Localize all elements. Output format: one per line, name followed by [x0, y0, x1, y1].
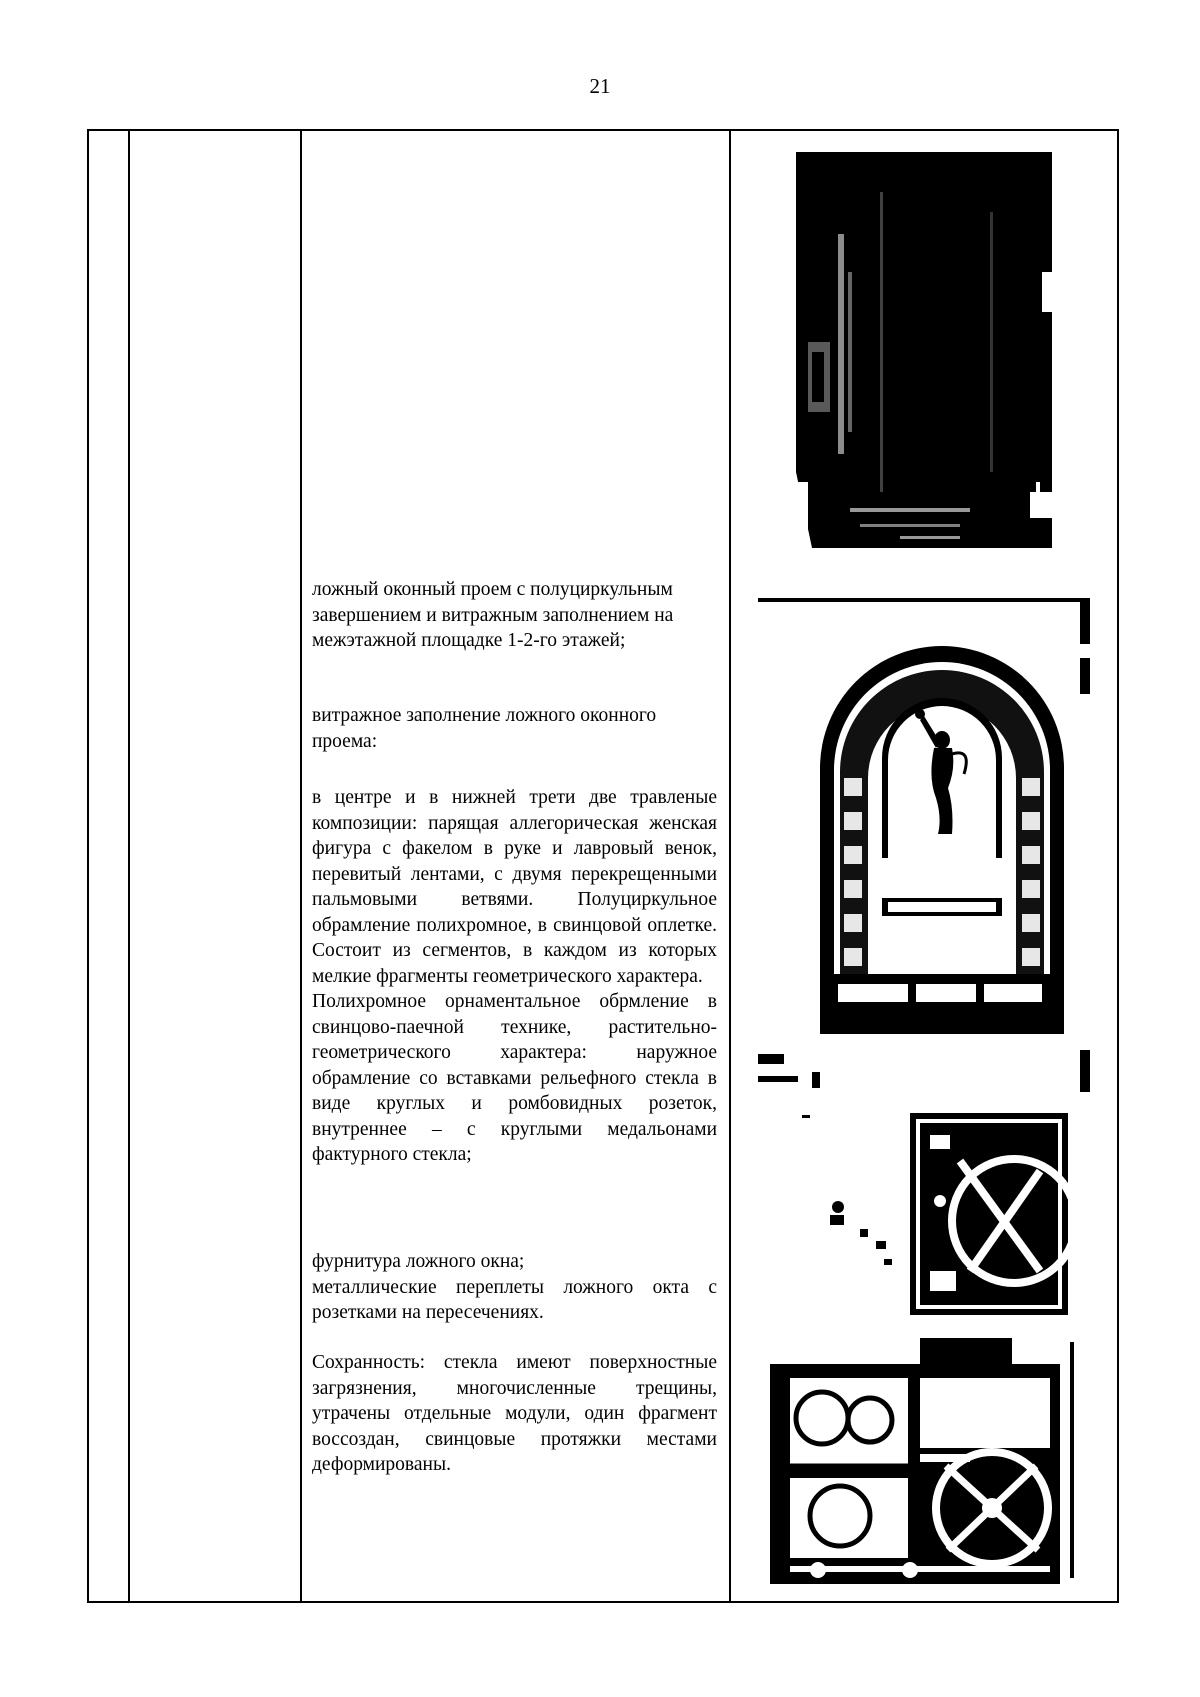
description-ornament: Полихромное орнаментальное обрмление в свинцово-паечной технике, растительно-геометрического характера: наружное обрамление со вставками рельефного стекла в виде круглых и ромбовидных розеток, внутреннее – с круглыми медальонами фактурного стекла; [312, 991, 717, 1165]
description-block-3 [312, 785, 717, 1168]
photo-ornament-fragment [800, 1111, 1070, 1319]
description-block-1 [312, 577, 717, 654]
page-number: 21 [589, 74, 611, 98]
photo-stained-glass-window [758, 598, 1090, 1092]
description-condition: Сохранность: стекла имеют поверхностные загрязнения, многочисленные трещины, утрачены отдельные модули, один фрагмент воссоздан, свинцовые протяжки местами деформированы. [312, 1352, 717, 1475]
column-divider-1 [128, 129, 130, 1603]
column-divider-2 [300, 129, 302, 1603]
photo-stairwell-interior [790, 152, 1060, 554]
description-block-4 [312, 1249, 717, 1326]
description-fittings-heading: фурнитура ложного окна; [312, 1251, 525, 1272]
description-stained-glass-heading: витражное заполнение ложного оконного проема: [312, 705, 657, 752]
column-divider-3 [729, 129, 731, 1603]
description-block-2 [312, 703, 717, 754]
description-fittings: металлические переплеты ложного окта с розетками на пересечениях. [312, 1276, 717, 1323]
photo-leaded-glass-detail [770, 1338, 1080, 1586]
description-compositions: в центре и в нижней трети две травленые композиции: парящая аллегорическая женская фигура с факелом в руке и лавровый венок, перевитый лентами, с двумя перекрещенными пальмовыми ветвями. Полуциркульное обрамление полихромное, в свинцовой оплетке. Состоит из сегментов, в каждом из которых мелкие фрагменты геометрического характера. [312, 787, 717, 987]
description-block-5 [312, 1350, 717, 1478]
description-intro: ложный оконный проем с полуциркульным завершением и витражным заполнением на межэтажной площадке 1-2-го этажей; [312, 579, 674, 651]
